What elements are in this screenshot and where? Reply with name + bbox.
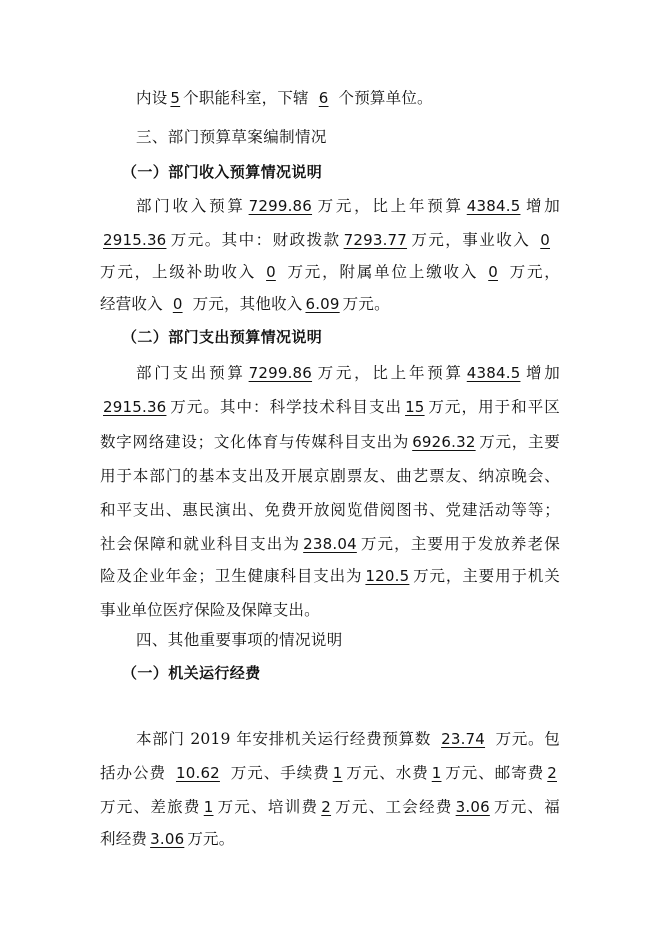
paragraph-line [136,88,560,108]
text-segment: 万元，附属单位上缴收入 [285,263,479,281]
text-segment: （一）机关运行经费 [122,664,261,682]
paragraph-line [100,829,560,849]
paragraph-line [100,600,560,620]
text-segment: 和平支出、惠民演出、免费开放阅览借阅图书、党建活动等等； [100,501,560,519]
underlined-value: 2915.36 [103,398,167,416]
text-segment: 万元、培训费 [216,798,319,816]
text-segment: 本部门 2019 年安排机关运行经费预算数 [136,730,432,748]
text-segment: （一）部门收入预算情况说明 [122,163,323,181]
text-segment: 内设 [136,89,168,107]
text-segment: 万元、水费 [345,764,429,782]
paragraph-line [136,363,560,383]
paragraph-line [100,500,560,520]
text-segment: 万元，比上年预算 [315,197,464,215]
underlined-value: 120.5 [365,567,410,585]
text-segment: （二）部门支出预算情况说明 [122,328,323,346]
text-segment: 万元、福 [492,798,561,816]
text-segment: 万元。包 [495,730,560,748]
underlined-value: 4384.5 [466,364,521,382]
underlined-value: 2915.36 [103,231,167,249]
underlined-value: 4384.5 [466,197,521,215]
text-segment: 万元，用于和平区 [427,398,560,416]
paragraph-line [100,230,560,250]
underlined-value: 1 [431,764,442,782]
underlined-value: 10.62 [175,764,220,782]
underlined-value: 3.06 [455,798,490,816]
text-segment: 个职能科室，下辖 [183,89,309,107]
text-segment: 万元、邮寄费 [444,764,545,782]
text-segment: 用于本部门的基本支出及开展京剧票友、曲艺票友、纳凉晚会、 [100,467,560,485]
text-segment: 万元，上级补助收入 [100,263,257,281]
underlined-value: 0 [540,231,550,249]
paragraph-line [136,196,560,216]
text-segment: 数字网络建设；文化体育与传媒科目支出为 [100,433,410,451]
text-segment: 三、部门预算草案编制情况 [136,128,327,146]
text-segment: 事业单位医疗保险及保障支出。 [100,601,320,619]
text-segment: 万元。其中：科学技术科目支出 [169,398,403,416]
paragraph-line [100,262,560,282]
text-segment: 括办公费 [100,764,166,782]
text-segment: 利经费 [100,830,148,848]
underlined-value: 0 [488,263,498,281]
paragraph-line [100,763,560,783]
text-segment: 社会保障和就业科目支出为 [100,535,301,553]
text-segment: 部门支出预算 [136,364,246,382]
paragraph-line [100,466,560,486]
subsection-heading [122,663,582,683]
text-segment: 万元，主要 [478,433,560,451]
text-segment: 万元、手续费 [229,764,330,782]
paragraph-line [136,729,560,749]
text-segment: 万元，主要用于发放养老保 [359,535,560,553]
underlined-value: 238.04 [303,535,357,553]
underlined-value: 7293.77 [343,231,408,249]
text-segment: 万元。其中：财政拨款 [169,231,341,249]
underlined-value: 15 [405,398,425,416]
text-segment: 四、其他重要事项的情况说明 [136,631,343,649]
text-segment: 个预算单位。 [338,89,433,107]
text-segment: 增加 [523,364,560,382]
underlined-value: 7299.86 [248,197,313,215]
text-segment: 万元，主要用于机关 [412,567,560,585]
underlined-value: 3.06 [150,830,185,848]
underlined-value: 1 [332,764,343,782]
underlined-value: 2 [321,798,332,816]
paragraph-line [100,432,560,452]
underlined-value: 6 [318,89,329,107]
underlined-value: 1 [203,798,214,816]
section-heading [136,630,596,650]
text-segment: 险及企业年金；卫生健康科目支出为 [100,567,363,585]
subsection-heading [122,162,582,182]
text-segment: 万元，事业收入 [410,231,531,249]
text-segment: 万元，其他收入 [192,295,303,313]
paragraph-line [100,534,560,554]
underlined-value: 0 [172,295,183,313]
subsection-heading [122,327,582,347]
text-segment: 万元。 [187,830,235,848]
paragraph-line [100,566,560,586]
underlined-value: 23.74 [441,730,486,748]
underlined-value: 2 [547,764,557,782]
paragraph-line [100,797,560,817]
paragraph-line [100,397,560,417]
paragraph-line [100,294,560,314]
section-heading [136,127,596,147]
text-segment: 万元。 [342,295,390,313]
text-segment: 万元，比上年预算 [315,364,464,382]
underlined-value: 6.09 [305,295,340,313]
text-segment: 万元、差旅费 [100,798,201,816]
underlined-value: 5 [170,89,181,107]
underlined-value: 6926.32 [412,433,476,451]
text-segment: 万元， [507,263,560,281]
text-segment: 增加 [523,197,560,215]
text-segment: 万元、工会经费 [334,798,453,816]
text-segment: 经营收入 [100,295,163,313]
underlined-value: 0 [266,263,276,281]
underlined-value: 7299.86 [248,364,313,382]
text-segment: 部门收入预算 [136,197,246,215]
